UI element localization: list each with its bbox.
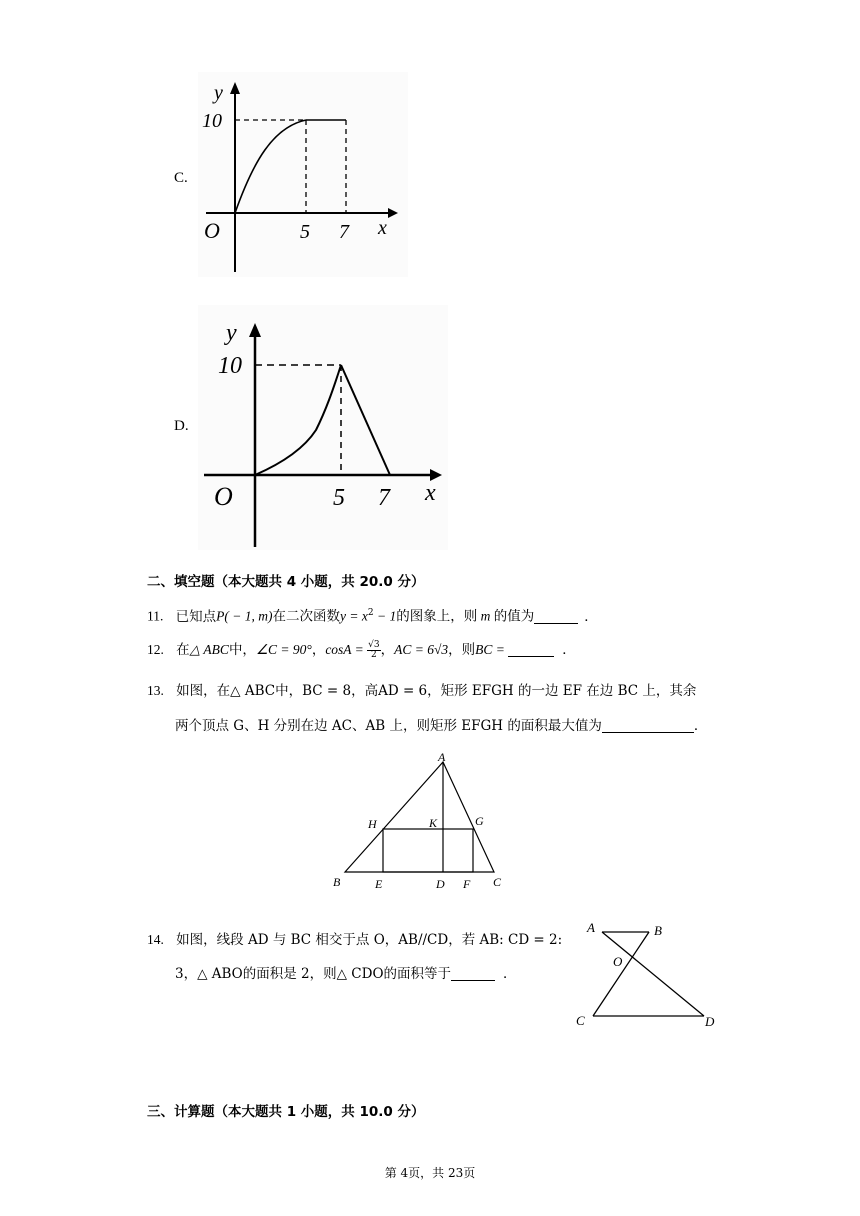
math-expression: − 1 — [373, 608, 397, 624]
page-footer: 第 4页，共 23页 — [384, 1166, 476, 1180]
question-number: 14. — [147, 932, 164, 947]
y-axis-label: y — [214, 82, 223, 104]
fraction-numerator: √3 — [368, 640, 380, 650]
question-text: 在二次函数 — [272, 608, 341, 625]
point-label: H — [368, 817, 377, 831]
origin-label: O — [214, 482, 233, 511]
math-expression: P( − 1, m) — [216, 608, 273, 624]
answer-blank[interactable] — [534, 609, 578, 624]
question-number: 12. — [147, 642, 164, 657]
segment-bc — [593, 932, 649, 1016]
math-expression: ∠C = 90° — [255, 642, 312, 657]
question-text: 已知点 — [175, 608, 217, 625]
math-expression: y = x — [340, 608, 368, 624]
question-end: ． — [503, 966, 517, 982]
x-tick-label: 7 — [339, 221, 349, 243]
fraction-denominator: 2 — [371, 650, 377, 660]
math-expression: cosA = — [325, 642, 368, 657]
answer-blank[interactable] — [451, 966, 495, 981]
question-text: ，则 — [448, 642, 476, 658]
math-expression: AC = 6√3 — [394, 642, 449, 657]
x-tick-label: 7 — [378, 485, 390, 511]
math-expression: △ ABC — [189, 642, 229, 657]
answer-blank[interactable] — [602, 718, 694, 733]
falling-segment — [341, 365, 390, 475]
option-c-label: C. — [174, 170, 188, 186]
option-c-graph — [198, 72, 408, 277]
question-text: 如图，在△ ABC中，BC = 8，高AD = 6，矩形 EFGH 的一边 EF 在边 BC 上，其余 — [176, 683, 697, 699]
question-13 — [147, 681, 696, 701]
point-label: A — [438, 750, 446, 764]
rectangle-efgh — [383, 829, 473, 872]
exponent: 2 — [367, 608, 374, 618]
point-label: D — [436, 877, 445, 891]
question-text: 中， — [228, 642, 256, 658]
segment-ad — [602, 932, 704, 1016]
point-label: C — [576, 1013, 585, 1028]
section-title: 三、计算题（本大题共 1 小题，共 10.0 分） — [147, 1104, 425, 1120]
question-13-line-2 — [175, 716, 707, 736]
question-11 — [147, 603, 598, 627]
x-axis-label: x — [378, 217, 387, 239]
y-arrow-icon — [230, 82, 240, 94]
point-label: A — [587, 920, 595, 935]
question-end: ． — [693, 718, 708, 734]
section-title: 二、填空题（本大题共 4 小题，共 20.0 分） — [147, 574, 425, 590]
x-axis-label: x — [425, 480, 436, 506]
math-expression: m — [477, 608, 494, 624]
point-label: B — [333, 875, 341, 889]
math-expression: BC = — [475, 642, 509, 657]
point-label: D — [705, 1014, 715, 1029]
point-label: G — [475, 814, 484, 828]
question-14 — [147, 930, 562, 950]
y-axis-label: y — [226, 320, 237, 346]
question-text: 在 — [176, 642, 190, 658]
origin-label: O — [204, 218, 220, 243]
option-d-label: D. — [174, 418, 189, 434]
question-text: 3，△ ABO的面积是 2，则△ CDO的面积等于 — [175, 966, 452, 982]
fraction — [367, 641, 380, 660]
curve-segment — [235, 120, 306, 213]
question-text: 的图象上，则 — [396, 608, 478, 625]
y-arrow-icon — [249, 323, 261, 337]
point-label: K — [429, 816, 438, 830]
question-number: 11. — [147, 608, 164, 624]
x-tick-label: 5 — [333, 485, 345, 511]
point-label: E — [375, 877, 383, 891]
question-end: ． — [562, 642, 576, 658]
rising-curve — [255, 365, 341, 475]
question-text: 如图，线段 AD 与 BC 相交于点 O，AB//CD，若 AB: CD = 2: — [176, 932, 563, 948]
y-tick-label: 10 — [202, 110, 222, 132]
question-text: ， — [380, 642, 395, 658]
answer-blank[interactable] — [508, 642, 554, 657]
y-tick-label: 10 — [218, 353, 242, 379]
point-label: F — [463, 877, 471, 891]
point-label: O — [613, 954, 623, 969]
question-text: 两个顶点 G、H 分别在边 AC、AB 上，则矩形 EFGH 的面积最大值为 — [175, 718, 602, 734]
question-number: 13. — [147, 683, 164, 698]
triangle-figure — [330, 748, 510, 893]
question-12 — [147, 640, 576, 660]
point-label: C — [493, 875, 502, 889]
question-14-line-2 — [175, 964, 517, 984]
crossing-segments-figure — [570, 915, 720, 1033]
point-label: B — [654, 923, 662, 938]
question-end: ． — [584, 608, 598, 625]
option-d-graph — [198, 305, 448, 550]
question-text: 的值为 — [493, 608, 535, 625]
x-tick-label: 5 — [300, 221, 310, 243]
x-arrow-icon — [388, 208, 398, 218]
question-text: ， — [311, 642, 326, 658]
